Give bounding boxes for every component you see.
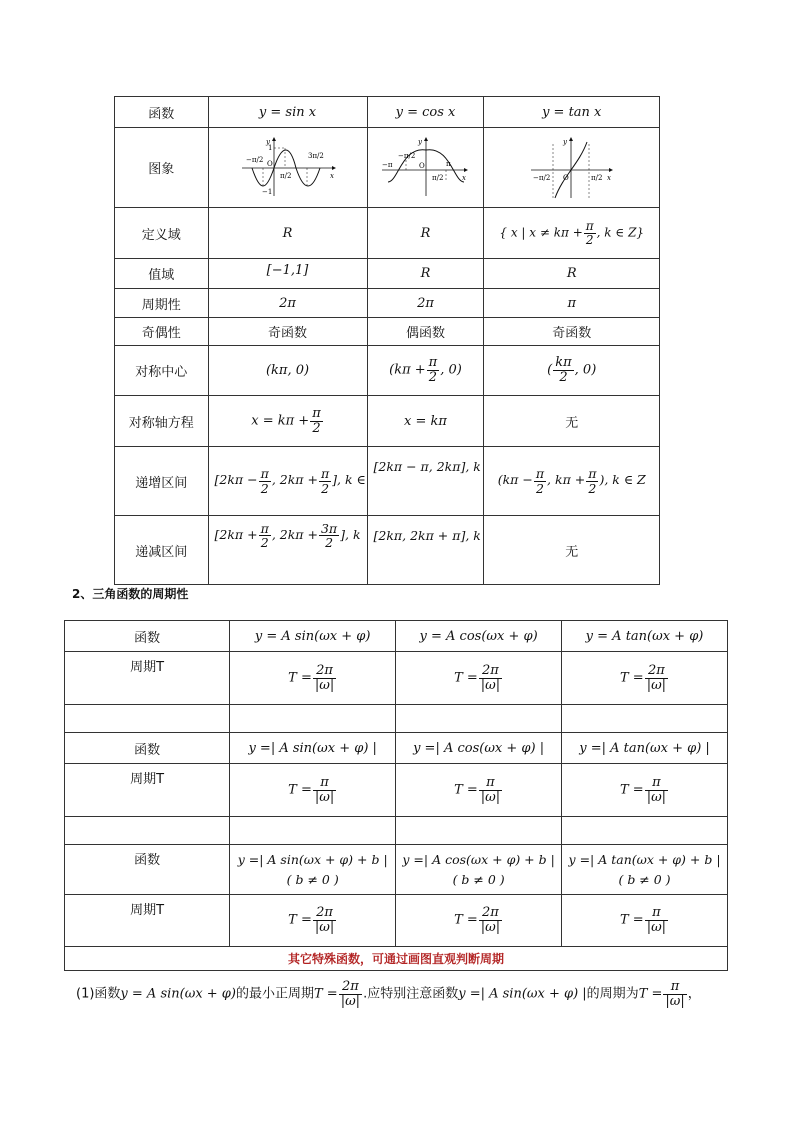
cos-center-suffix: , 0) xyxy=(440,363,462,378)
t-prefix: T = xyxy=(288,913,312,928)
sin-domain: R xyxy=(208,208,367,259)
fraction xyxy=(553,356,573,384)
fraction xyxy=(586,467,598,494)
b3-sin-period xyxy=(230,895,396,947)
b3-function-label: 函数 xyxy=(65,845,230,895)
range-label: 值域 xyxy=(115,259,209,289)
fraction xyxy=(427,356,440,384)
frac-den: 2 xyxy=(312,420,321,436)
tan-origin: O xyxy=(562,173,569,182)
fraction xyxy=(645,776,668,804)
cos-tick-pi: π xyxy=(446,159,452,168)
axis-label: 对称轴方程 xyxy=(115,396,209,447)
b3-sin xyxy=(230,845,396,895)
tan-period: π xyxy=(484,289,660,318)
sin-range: [−1,1] xyxy=(208,259,367,289)
cos-increasing: [2kπ − π, 2kπ], k xyxy=(367,447,484,516)
b1-period-label: 周期T xyxy=(65,652,230,705)
b1-cos-period xyxy=(396,652,562,705)
b2-sin: y =| A sin(ωx + φ) | xyxy=(230,733,396,764)
b1-tan-period xyxy=(562,652,728,705)
frac-num: π xyxy=(663,980,686,995)
b2-tan: y =| A tan(ωx + φ) | xyxy=(562,733,728,764)
tan-increasing xyxy=(484,447,660,516)
sin-inc-c: ], k ∈ xyxy=(332,472,366,488)
tan-graph xyxy=(527,136,617,200)
sin-tick-three-half-pi: 3π/2 xyxy=(307,151,324,160)
b3-cond: ( b ≠ 0 ) xyxy=(286,871,339,887)
sin-center: (kπ, 0) xyxy=(208,346,367,396)
frac-num: 3π xyxy=(320,521,338,536)
cos-graph-cell xyxy=(367,128,484,208)
t-prefix: T = xyxy=(454,782,478,798)
b3-cos xyxy=(396,845,562,895)
b2-cos: y =| A cos(ωx + φ) | xyxy=(396,733,562,764)
header-cos: y = cos x xyxy=(367,97,484,128)
tan-domain-prefix: { x | x ≠ kπ + xyxy=(499,225,583,240)
cos-tick-neg-half-pi: −π/2 xyxy=(398,151,416,160)
frac-num: 2π xyxy=(479,906,502,921)
period-paragraph xyxy=(76,980,701,1008)
tan-tick-neg-half-pi: −π/2 xyxy=(532,173,550,182)
sin-tick-neg-half-pi: −π/2 xyxy=(245,155,263,164)
t-prefix: T = xyxy=(619,782,644,798)
header-function: 函数 xyxy=(115,97,209,128)
special-functions-note: 其它特殊函数，可通过画图直观判断周期 xyxy=(65,947,728,971)
frac-num: π xyxy=(645,906,668,921)
cos-center xyxy=(367,346,484,396)
tan-inc-b: , kπ + xyxy=(547,472,586,488)
cos-domain: R xyxy=(367,208,484,259)
frac-den: |ω| xyxy=(314,920,335,935)
sin-dec-c: ], k xyxy=(340,527,361,543)
empty-cell xyxy=(65,817,230,845)
b3-cond: ( b ≠ 0 ) xyxy=(452,871,505,887)
frac-den: |ω| xyxy=(314,789,335,805)
tan-range: R xyxy=(484,259,660,289)
sin-inc-b: , 2kπ + xyxy=(271,472,318,488)
sin-inc-a: [2kπ − xyxy=(214,472,258,488)
frac-num: kπ xyxy=(555,355,572,371)
frac-den: 2 xyxy=(321,480,330,496)
frac-num: π xyxy=(535,466,545,482)
header-sin: y = sin x xyxy=(208,97,367,128)
cos-graph xyxy=(380,136,470,200)
para-math-2: T = xyxy=(314,986,338,1002)
frac-num: π xyxy=(260,466,269,482)
tan-center-prefix: ( xyxy=(547,363,553,378)
frac-den: |ω| xyxy=(665,993,685,1009)
fraction xyxy=(534,467,546,494)
cos-tick-neg-pi: −π xyxy=(382,160,393,169)
empty-cell xyxy=(562,705,728,733)
b3-cos-expr: y =| A cos(ωx + φ) + b | xyxy=(402,851,555,867)
t-prefix: T = xyxy=(288,782,312,798)
para-text-5: ， xyxy=(687,986,701,1002)
sin-tick-half-pi: π/2 xyxy=(279,171,291,180)
tan-y-axis: y xyxy=(562,137,567,146)
cos-range: R xyxy=(367,259,484,289)
fraction xyxy=(313,776,336,804)
frac-num: π xyxy=(312,405,321,421)
frac-num: 2π xyxy=(645,664,668,679)
fraction xyxy=(259,522,271,549)
frac-den: |ω| xyxy=(646,789,667,805)
tan-decreasing: 无 xyxy=(484,516,660,585)
empty-cell xyxy=(396,705,562,733)
para-math-1: y = A sin(ωx + φ) xyxy=(120,986,236,1002)
cos-axis: x = kπ xyxy=(367,396,484,447)
b1-sin: y = A sin(ωx + φ) xyxy=(230,621,396,652)
t-prefix: T = xyxy=(288,670,312,686)
t-prefix: T = xyxy=(619,913,644,928)
frac-num: π xyxy=(428,355,438,371)
fraction xyxy=(310,407,323,435)
b3-tan-expr: y =| A tan(ωx + φ) + b | xyxy=(568,851,721,867)
b2-cos-period xyxy=(396,764,562,817)
header-tan: y = tan x xyxy=(484,97,660,128)
para-math-3: y =| A sin(ωx + φ) | xyxy=(458,986,587,1002)
frac-den: 2 xyxy=(428,370,438,385)
t-prefix: T = xyxy=(454,913,478,928)
frac-den: |ω| xyxy=(646,920,667,935)
cos-x-axis: x xyxy=(462,173,467,182)
sin-parity: 奇函数 xyxy=(208,318,367,346)
sin-period: 2π xyxy=(208,289,367,318)
fraction xyxy=(259,467,271,494)
b1-sin-period xyxy=(230,652,396,705)
cos-period: 2π xyxy=(367,289,484,318)
frac-den: |ω| xyxy=(480,920,501,935)
sin-decreasing xyxy=(208,516,367,585)
frac-num: π xyxy=(260,521,269,536)
frac-den: |ω| xyxy=(480,789,501,805)
tan-x-axis: x xyxy=(606,173,611,182)
fraction xyxy=(339,980,362,1008)
tan-inc-a: (kπ − xyxy=(497,472,533,488)
fraction xyxy=(479,906,502,934)
frac-den: 2 xyxy=(588,480,597,496)
cos-decreasing: [2kπ, 2kπ + π], k xyxy=(367,516,484,585)
sin-x-axis: x xyxy=(329,171,334,180)
sin-tick-one: 1 xyxy=(267,143,272,152)
b2-function-label: 函数 xyxy=(65,733,230,764)
fraction xyxy=(319,467,331,494)
b1-tan: y = A tan(ωx + φ) xyxy=(562,621,728,652)
trig-properties-table xyxy=(114,96,660,585)
b3-tan-period xyxy=(562,895,728,947)
empty-cell xyxy=(562,817,728,845)
b2-tan-period xyxy=(562,764,728,817)
fraction xyxy=(645,906,668,934)
tan-inc-c: ), k ∈ Z xyxy=(599,472,646,488)
fraction xyxy=(479,664,502,692)
frac-den: |ω| xyxy=(340,993,361,1009)
para-text-3: .应特别注意函数 xyxy=(363,986,459,1002)
b3-period-label: 周期T xyxy=(65,895,230,947)
cos-y-axis: y xyxy=(418,137,423,146)
sin-increasing xyxy=(208,447,367,516)
tan-axis: 无 xyxy=(484,396,660,447)
b3-cos-period xyxy=(396,895,562,947)
tan-graph-cell xyxy=(484,128,660,208)
empty-cell xyxy=(65,705,230,733)
sin-tick-neg-one: −1 xyxy=(261,187,272,196)
period-label: 周期性 xyxy=(115,289,209,318)
frac-num: 2π xyxy=(339,980,362,995)
b1-cos: y = A cos(ωx + φ) xyxy=(396,621,562,652)
empty-cell xyxy=(230,705,396,733)
empty-cell xyxy=(230,817,396,845)
fraction xyxy=(584,220,596,246)
tan-center xyxy=(484,346,660,396)
parity-label: 奇偶性 xyxy=(115,318,209,346)
graph-row-label: 图象 xyxy=(115,128,209,208)
domain-label: 定义域 xyxy=(115,208,209,259)
fraction xyxy=(645,664,668,692)
sin-axis xyxy=(208,396,367,447)
tan-center-suffix: , 0) xyxy=(574,363,597,378)
frac-den: |ω| xyxy=(646,677,667,693)
sin-dec-a: [2kπ + xyxy=(214,527,258,543)
sin-dec-b: , 2kπ + xyxy=(271,527,318,543)
frac-num: 2π xyxy=(313,664,336,679)
empty-cell xyxy=(396,817,562,845)
frac-num: 2π xyxy=(313,906,336,921)
sin-axis-prefix: x = kπ + xyxy=(251,413,310,429)
center-label: 对称中心 xyxy=(115,346,209,396)
b2-sin-period xyxy=(230,764,396,817)
decreasing-label: 递减区间 xyxy=(115,516,209,585)
tan-domain-suffix: , k ∈ Z} xyxy=(596,225,645,240)
b3-sin-expr: y =| A sin(ωx + φ) + b | xyxy=(237,851,388,867)
frac-num: 2π xyxy=(479,664,502,679)
frac-den: 2 xyxy=(535,480,544,496)
fraction xyxy=(313,664,336,692)
frac-num: π xyxy=(320,466,330,482)
frac-num: π xyxy=(585,218,594,233)
increasing-label: 递增区间 xyxy=(115,447,209,516)
para-text-2: 的最小正周期 xyxy=(235,986,314,1002)
fraction xyxy=(663,980,686,1008)
t-prefix: T = xyxy=(454,670,478,686)
sin-y-axis: y xyxy=(265,137,270,146)
b3-cond: ( b ≠ 0 ) xyxy=(618,871,671,887)
cos-origin: O xyxy=(419,161,426,170)
sin-graph xyxy=(238,136,338,200)
frac-den: |ω| xyxy=(480,677,501,693)
cos-center-prefix: (kπ + xyxy=(389,363,426,378)
fraction xyxy=(313,906,336,934)
cos-tick-half-pi: π/2 xyxy=(432,173,444,182)
section-title-periodicity: 2、三角函数的周期性 xyxy=(72,587,189,601)
tan-tick-half-pi: π/2 xyxy=(590,173,603,182)
tan-domain xyxy=(484,208,660,259)
frac-den: 2 xyxy=(559,370,568,385)
frac-num: π xyxy=(588,466,597,482)
t-prefix: T = xyxy=(619,670,644,686)
fraction xyxy=(319,522,339,549)
sin-graph-cell xyxy=(208,128,367,208)
frac-den: 2 xyxy=(585,232,594,247)
frac-num: π xyxy=(313,776,336,791)
fraction xyxy=(479,776,502,804)
b3-tan xyxy=(562,845,728,895)
frac-num: π xyxy=(479,776,502,791)
period-table xyxy=(64,620,728,971)
para-text-4: 的周期为 xyxy=(586,986,639,1002)
b2-period-label: 周期T xyxy=(65,764,230,817)
frac-den: |ω| xyxy=(314,677,335,693)
para-math-4: T = xyxy=(638,986,663,1002)
frac-num: π xyxy=(645,776,668,791)
b1-function-label: 函数 xyxy=(65,621,230,652)
frac-den: 2 xyxy=(260,480,269,496)
sin-origin: O xyxy=(266,159,273,168)
frac-den: 2 xyxy=(260,535,269,551)
frac-den: 2 xyxy=(325,535,334,551)
cos-parity: 偶函数 xyxy=(367,318,484,346)
tan-parity: 奇函数 xyxy=(484,318,660,346)
para-text-1: (1)函数 xyxy=(76,986,121,1002)
